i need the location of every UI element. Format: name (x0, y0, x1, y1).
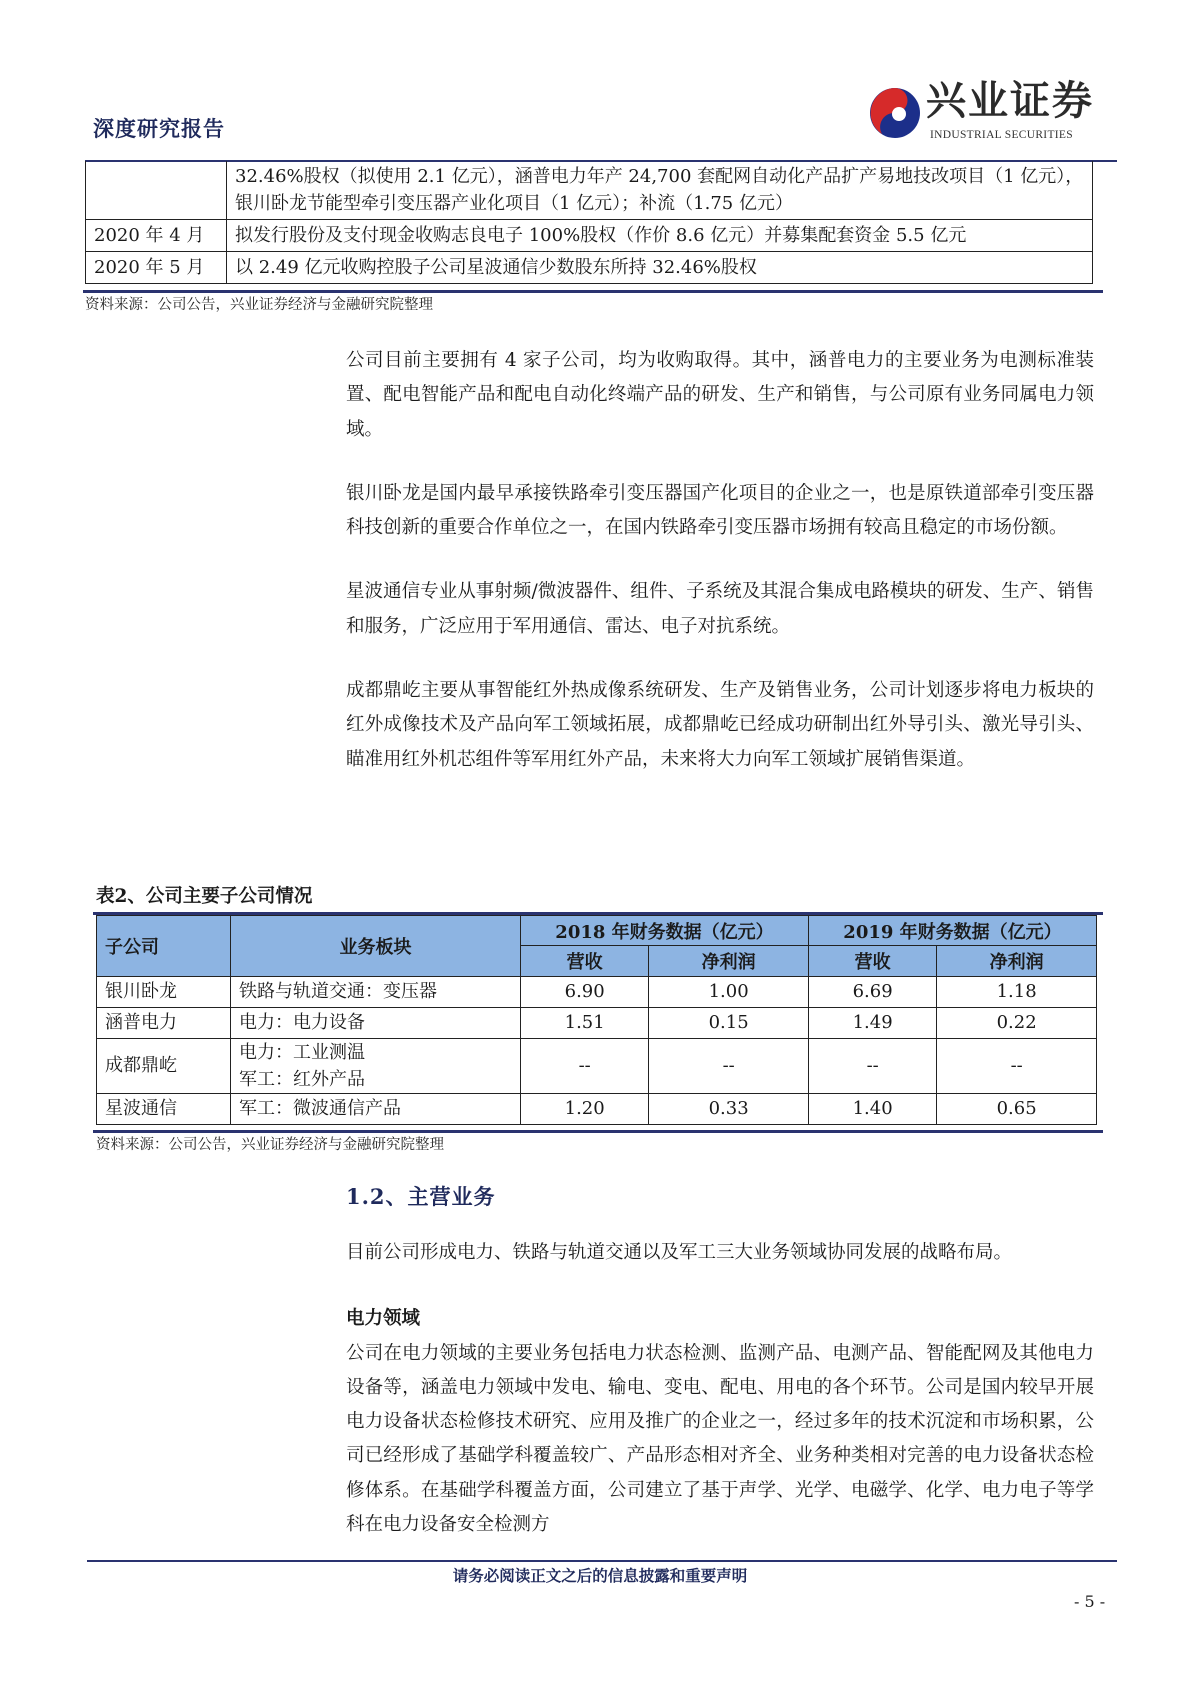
col-header-revenue-2018: 营收 (521, 946, 649, 977)
revenue-2019-cell: -- (808, 1039, 936, 1094)
table2-bottom-rule (93, 1130, 1103, 1133)
event-cell: 32.46%股权（拟使用 2.1 亿元），涵普电力年产 24,700 套配网自动化产品扩产易地技改项目（1 亿元），银川卧龙节能型牵引变压器产业化项目（1 亿元）；补流（1.75 亿元） (227, 161, 1093, 220)
company-cell: 星波通信 (97, 1094, 231, 1125)
financing-history-table (85, 161, 1093, 284)
col-header-revenue-2019: 营收 (808, 946, 936, 977)
section-intro: 目前公司形成电力、铁路与轨道交通以及军工三大业务领域协同发展的战略布局。 (346, 1242, 1013, 1263)
subheading: 电力领域 (346, 1308, 421, 1330)
logo-cn-text: 兴业证券 (926, 77, 1094, 124)
date-cell: 2020 年 4 月 (86, 220, 227, 252)
segment-cell: 铁路与轨道交通：变压器 (231, 977, 521, 1008)
paragraph: 成都鼎屹主要从事智能红外热成像系统研发、生产及销售业务，公司计划逐步将电力板块的红外成像技术及产品向军工领域拓展，成都鼎屹已经成功研制出红外导引头、激光导引头、瞄准用红外机芯组件等军用红外产品，未来将大力向军工领域扩展销售渠道。 (346, 680, 1094, 770)
profit-2019-cell: 1.18 (937, 977, 1097, 1008)
table-row (86, 161, 1093, 220)
subsidiary-paragraphs (346, 344, 1094, 777)
col-header-profit-2019: 净利润 (937, 946, 1097, 977)
table-row (97, 1039, 1097, 1094)
segment-line: 军工：红外产品 (239, 1069, 365, 1090)
col-header-segment: 业务板块 (231, 916, 521, 977)
table-row (86, 220, 1093, 252)
profit-2018-cell: -- (649, 1039, 809, 1094)
revenue-2018-cell: 1.20 (521, 1094, 649, 1125)
revenue-2018-cell: 6.90 (521, 977, 649, 1008)
logo-en-text: INDUSTRIAL SECURITIES (930, 129, 1073, 141)
table-row (97, 1008, 1097, 1039)
profit-2018-cell: 1.00 (649, 977, 809, 1008)
profit-2019-cell: 0.22 (937, 1008, 1097, 1039)
profit-2019-cell: 0.65 (937, 1094, 1097, 1125)
segment-line: 电力：工业测温 (239, 1042, 365, 1063)
segment-cell: 军工：微波通信产品 (231, 1094, 521, 1125)
table-row (97, 977, 1097, 1008)
segment-cell (231, 1039, 521, 1094)
event-cell: 拟发行股份及支付现金收购志良电子 100%股权（作价 8.6 亿元）并募集配套资金 5.5 亿元 (227, 220, 1093, 252)
paragraph: 公司在电力领域的主要业务包括电力状态检测、监测产品、电测产品、智能配网及其他电力设备等，涵盖电力领域中发电、输电、变电、配电、用电的各个环节。公司是国内较早开展电力设备状态检修技术研究、应用及推广的企业之一，经过多年的技术沉淀和市场积累，公司已经形成了基础学科覆盖较广、产品形态相对齐全、业务种类相对完善的电力设备状态检修体系。在基础学科覆盖方面，公司建立了基于声学、光学、电磁学、化学、电力电子等学科在电力设备安全检测方 (346, 1342, 1094, 1536)
table1-source: 资料来源：公司公告，兴业证券经济与金融研究院整理 (85, 297, 433, 313)
table2-title: 表2、公司主要子公司情况 (96, 886, 313, 907)
footer-divider (87, 1560, 1117, 1562)
main-business-section (346, 1184, 1094, 1542)
date-cell (86, 161, 227, 220)
company-cell: 涵普电力 (97, 1008, 231, 1039)
col-header-2019: 2019 年财务数据（亿元） (808, 916, 1096, 946)
subsidiaries-table (96, 915, 1097, 1125)
revenue-2019-cell: 6.69 (808, 977, 936, 1008)
section-heading: 1.2、主营业务 (346, 1184, 496, 1209)
table-row (86, 252, 1093, 284)
paragraph: 银川卧龙是国内最早承接铁路牵引变压器国产化项目的企业之一，也是原铁道部牵引变压器科技创新的重要合作单位之一，在国内铁路牵引变压器市场拥有较高且稳定的市场份额。 (346, 482, 1094, 539)
revenue-2018-cell: 1.51 (521, 1008, 649, 1039)
report-type-title: 深度研究报告 (93, 116, 225, 141)
company-cell: 成都鼎屹 (97, 1039, 231, 1094)
company-cell: 银川卧龙 (97, 977, 231, 1008)
col-header-2018: 2018 年财务数据（亿元） (521, 916, 809, 946)
table2-source: 资料来源：公司公告，兴业证券经济与金融研究院整理 (96, 1137, 444, 1153)
revenue-2019-cell: 1.40 (808, 1094, 936, 1125)
table1-bottom-rule (83, 290, 1103, 293)
col-header-profit-2018: 净利润 (649, 946, 809, 977)
event-cell: 以 2.49 亿元收购控股子公司星波通信少数股东所持 32.46%股权 (227, 252, 1093, 284)
profit-2018-cell: 0.33 (649, 1094, 809, 1125)
segment-cell: 电力：电力设备 (231, 1008, 521, 1039)
date-cell: 2020 年 5 月 (86, 252, 227, 284)
profit-2018-cell: 0.15 (649, 1008, 809, 1039)
profit-2019-cell: -- (937, 1039, 1097, 1094)
col-header-company: 子公司 (97, 916, 231, 977)
disclaimer-notice: 请务必阅读正文之后的信息披露和重要声明 (452, 1566, 748, 1585)
revenue-2019-cell: 1.49 (808, 1008, 936, 1039)
logo-swirl-icon (868, 84, 922, 142)
paragraph: 公司目前主要拥有 4 家子公司，均为收购取得。其中，涵普电力的主要业务为电测标准装置、配电智能产品和配电自动化终端产品的研发、生产和销售，与公司原有业务同属电力领域。 (346, 350, 1094, 440)
company-logo (868, 77, 1118, 146)
revenue-2018-cell: -- (521, 1039, 649, 1094)
page-number: - 5 - (1074, 1592, 1106, 1611)
table-row (97, 1094, 1097, 1125)
paragraph: 星波通信专业从事射频/微波器件、组件、子系统及其混合集成电路模块的研发、生产、销售和服务，广泛应用于军用通信、雷达、电子对抗系统。 (346, 581, 1094, 637)
